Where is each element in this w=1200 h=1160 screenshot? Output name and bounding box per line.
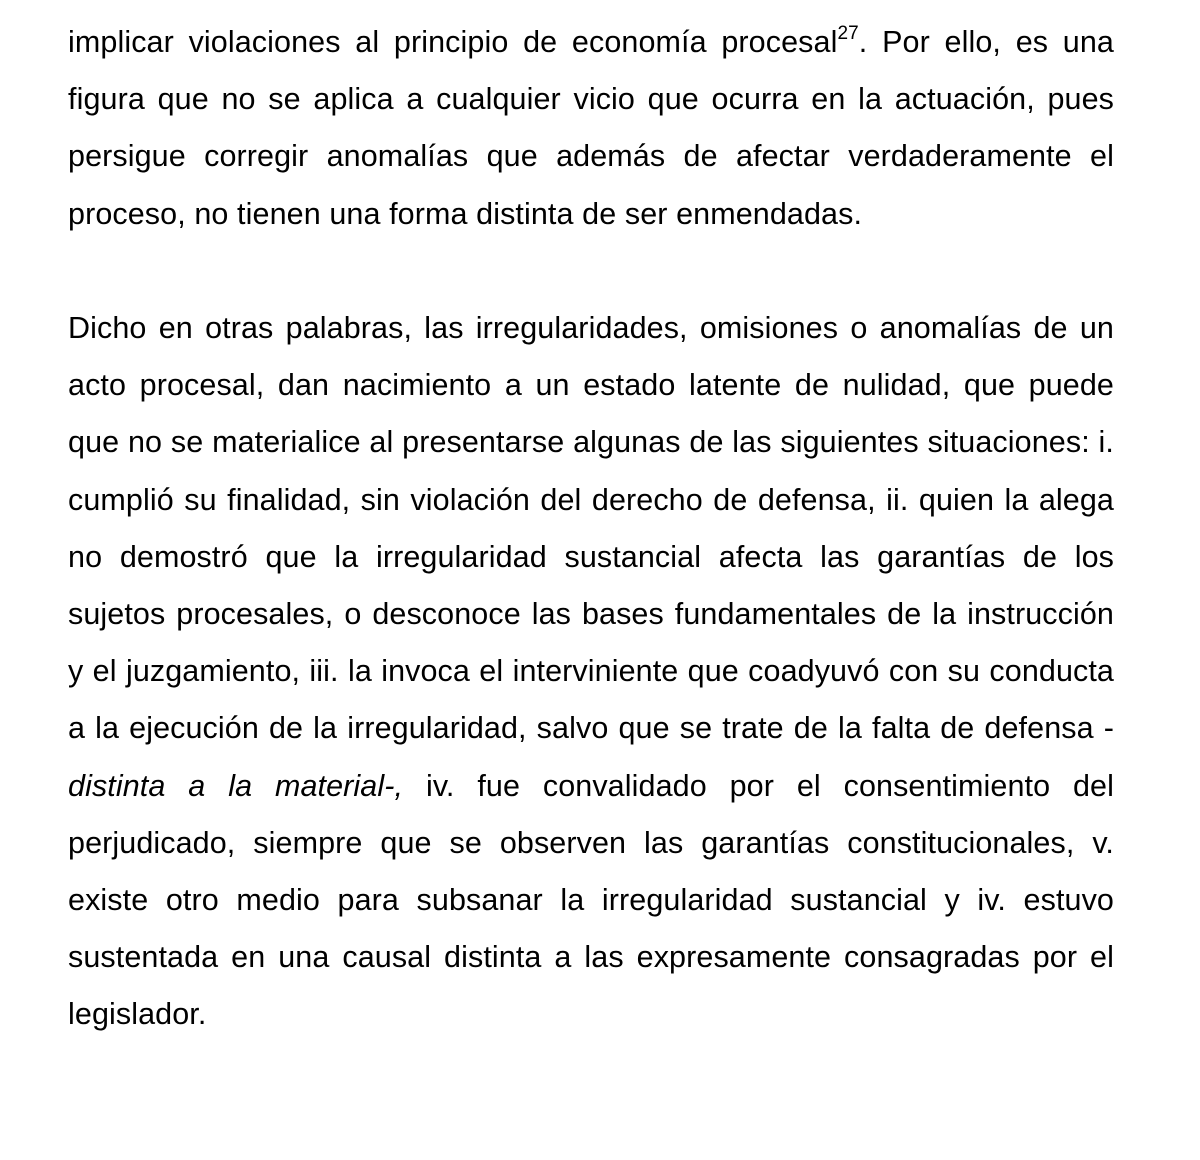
paragraph-2-italic-text: distinta a la material-,	[68, 768, 404, 803]
paragraph-2	[68, 300, 1114, 1044]
footnote-reference: 27	[837, 23, 859, 44]
paragraph-2-text-start: Dicho en otras palabras, las irregularidades, omisiones o anomalías de un acto procesal, dan nacimiento a un estado latente de nulidad, que puede que no se materialice al presentarse algunas de las siguientes situaciones: i. cumplió su finalidad, sin violación del derecho de defensa, ii. quien la alega no demostró que la irregularidad sustancial afecta las garantías de los sujetos procesales, o desconoce las bases fundamentales de la instrucción y el juzgamiento, iii. la invoca el interviniente que coadyuvó con su conducta a la ejecución de la irregularidad, salvo que se trate de la falta de defensa -	[68, 311, 1114, 746]
document-page	[68, 14, 1114, 1044]
paragraph-1-text-start: implicar violaciones al principio de economía procesal	[68, 25, 838, 59]
paragraph-2-text-end: iv. fue convalidado por el consentimiento del perjudicado, siempre que se observen las garantías constitucionales, v. existe otro medio para subsanar la irregularidad sustancial y iv. estuvo sustentada en una causal distinta a las expresamente consagradas por el legislador.	[68, 768, 1114, 1032]
paragraph-1	[68, 14, 1114, 243]
paragraph-1-text-end: . Por ello, es una figura que no se aplica a cualquier vicio que ocurra en la actuación, pues persigue corregir anomalías que además de afectar verdaderamente el proceso, no tienen una forma distinta de ser enmendadas.	[68, 25, 1114, 231]
